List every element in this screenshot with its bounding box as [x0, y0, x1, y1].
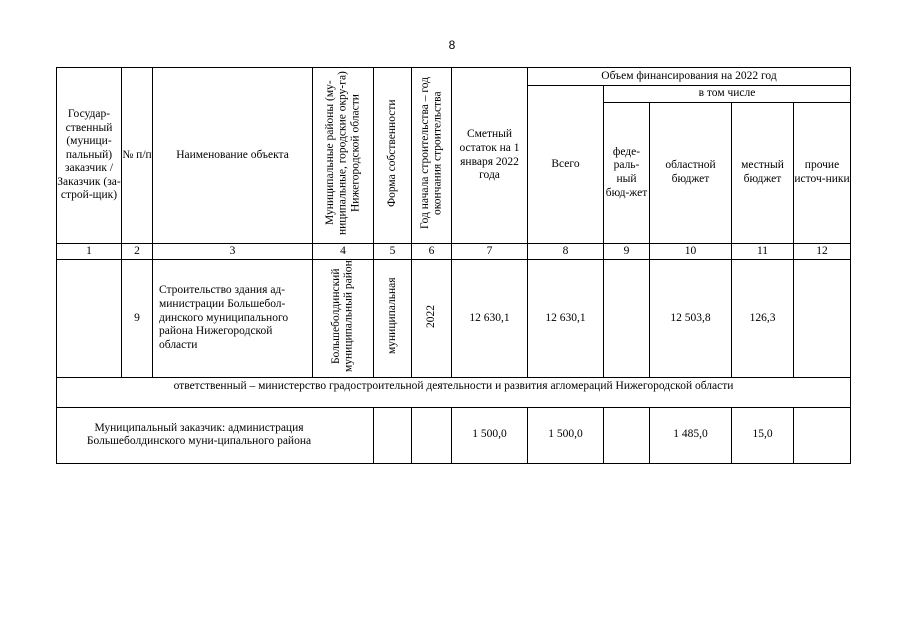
header-districts [313, 68, 374, 244]
header-years-text: Год начала строительства – год окончания строительства [418, 77, 444, 230]
customer-balance: 1 500,0 [452, 407, 528, 463]
header-years [412, 68, 452, 244]
object-other [794, 260, 851, 378]
header-federal: феде-раль-ный бюд-жет [604, 103, 650, 244]
header-balance: Сметный остаток на 1 января 2022 года [452, 68, 528, 244]
customer-regional: 1 485,0 [650, 407, 732, 463]
header-ownership [374, 68, 412, 244]
page-number: 8 [448, 38, 456, 52]
object-row [57, 260, 851, 378]
object-district: Большеболдинский муниципальный район [330, 260, 355, 372]
object-year-cell [412, 260, 452, 378]
object-name: Строительство здания ад-министрации Большебол-динского муниципального района Нижегородской области [153, 260, 313, 378]
object-total: 12 630,1 [528, 260, 604, 378]
col-number: 11 [732, 244, 794, 260]
col-number: 5 [374, 244, 412, 260]
header-total: Всего [528, 86, 604, 244]
object-local: 126,3 [732, 260, 794, 378]
object-ownership: муниципальная [386, 277, 399, 355]
responsible-row [57, 377, 851, 407]
header-ownership-text: Форма собственности [386, 99, 399, 207]
financing-table [56, 67, 851, 464]
header-customer: Государ-ственный (муници-пальный) заказчик / Заказчик (за-строй-щик) [57, 68, 122, 244]
column-numbers-row [57, 244, 851, 260]
header-object-name: Наименование объекта [153, 68, 313, 244]
object-district-cell [313, 260, 374, 378]
object-federal [604, 260, 650, 378]
header-row-1 [57, 68, 851, 86]
customer-ownership-cell [374, 407, 412, 463]
col-number: 10 [650, 244, 732, 260]
header-including: в том числе [604, 86, 851, 103]
customer-year-cell [412, 407, 452, 463]
col-number: 1 [57, 244, 122, 260]
col-number: 12 [794, 244, 851, 260]
object-customer-cell [57, 260, 122, 378]
col-number: 2 [122, 244, 153, 260]
header-districts-text: Муниципальные районы (му-ниципальные, городские окру-га) Нижегородской области [324, 71, 362, 236]
object-balance: 12 630,1 [452, 260, 528, 378]
customer-row [57, 407, 851, 463]
col-number: 7 [452, 244, 528, 260]
header-other: прочие источ-ники [794, 103, 851, 244]
header-num: № п/п [122, 68, 153, 244]
col-number: 8 [528, 244, 604, 260]
header-local: местный бюджет [732, 103, 794, 244]
col-number: 4 [313, 244, 374, 260]
customer-label: Муниципальный заказчик: администрация Большеболдинского муни-ципального района [57, 407, 374, 463]
customer-federal [604, 407, 650, 463]
object-year: 2022 [425, 304, 438, 328]
header-regional: областной бюджет [650, 103, 732, 244]
header-funding-group: Объем финансирования на 2022 год [528, 68, 851, 86]
customer-other [794, 407, 851, 463]
object-regional: 12 503,8 [650, 260, 732, 378]
col-number: 6 [412, 244, 452, 260]
customer-local: 15,0 [732, 407, 794, 463]
col-number: 3 [153, 244, 313, 260]
customer-total: 1 500,0 [528, 407, 604, 463]
object-ownership-cell [374, 260, 412, 378]
col-number: 9 [604, 244, 650, 260]
responsible-text: ответственный – министерство градостроительной деятельности и развития агломераций Нижегородской области [57, 377, 851, 407]
object-num: 9 [122, 260, 153, 378]
